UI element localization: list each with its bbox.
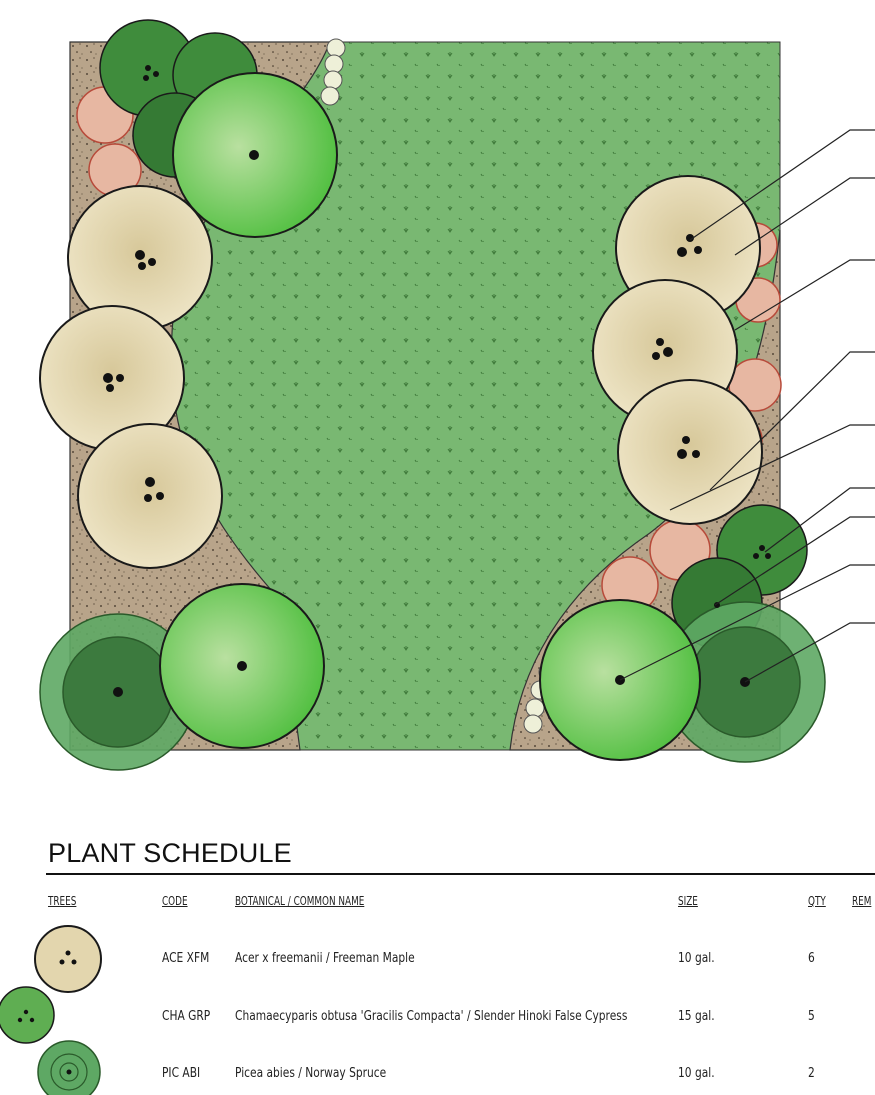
header-qty: QTY bbox=[808, 894, 826, 908]
row-1-name: Acer x freemanii / Freeman Maple bbox=[235, 951, 415, 966]
header-code: CODE bbox=[162, 894, 188, 908]
row-1-code: ACE XFM bbox=[162, 951, 210, 966]
spruce-symbol-icon bbox=[32, 1040, 106, 1095]
row-3-code: PIC ABI bbox=[162, 1066, 201, 1081]
row-2-name: Chamaecyparis obtusa 'Gracilis Compacta' / Slender Hinoki False Cypress bbox=[235, 1009, 628, 1024]
header-botanical-name: BOTANICAL / COMMON NAME bbox=[235, 894, 365, 908]
row-2-qty: 5 bbox=[808, 1009, 815, 1024]
row-2-size: 15 gal. bbox=[678, 1009, 715, 1024]
row-3-size: 10 gal. bbox=[678, 1066, 715, 1081]
header-remarks: REM bbox=[852, 894, 872, 908]
header-size: SIZE bbox=[678, 894, 698, 908]
row-1-size: 10 gal. bbox=[678, 951, 715, 966]
row-3-name: Picea abies / Norway Spruce bbox=[235, 1066, 387, 1081]
row-1-qty: 6 bbox=[808, 951, 815, 966]
row-2-code: CHA GRP bbox=[162, 1009, 211, 1024]
header-trees: TREES bbox=[48, 894, 77, 908]
row-3-qty: 2 bbox=[808, 1066, 815, 1081]
schedule-title: PLANT SCHEDULE bbox=[48, 838, 292, 868]
schedule-divider bbox=[46, 873, 875, 875]
